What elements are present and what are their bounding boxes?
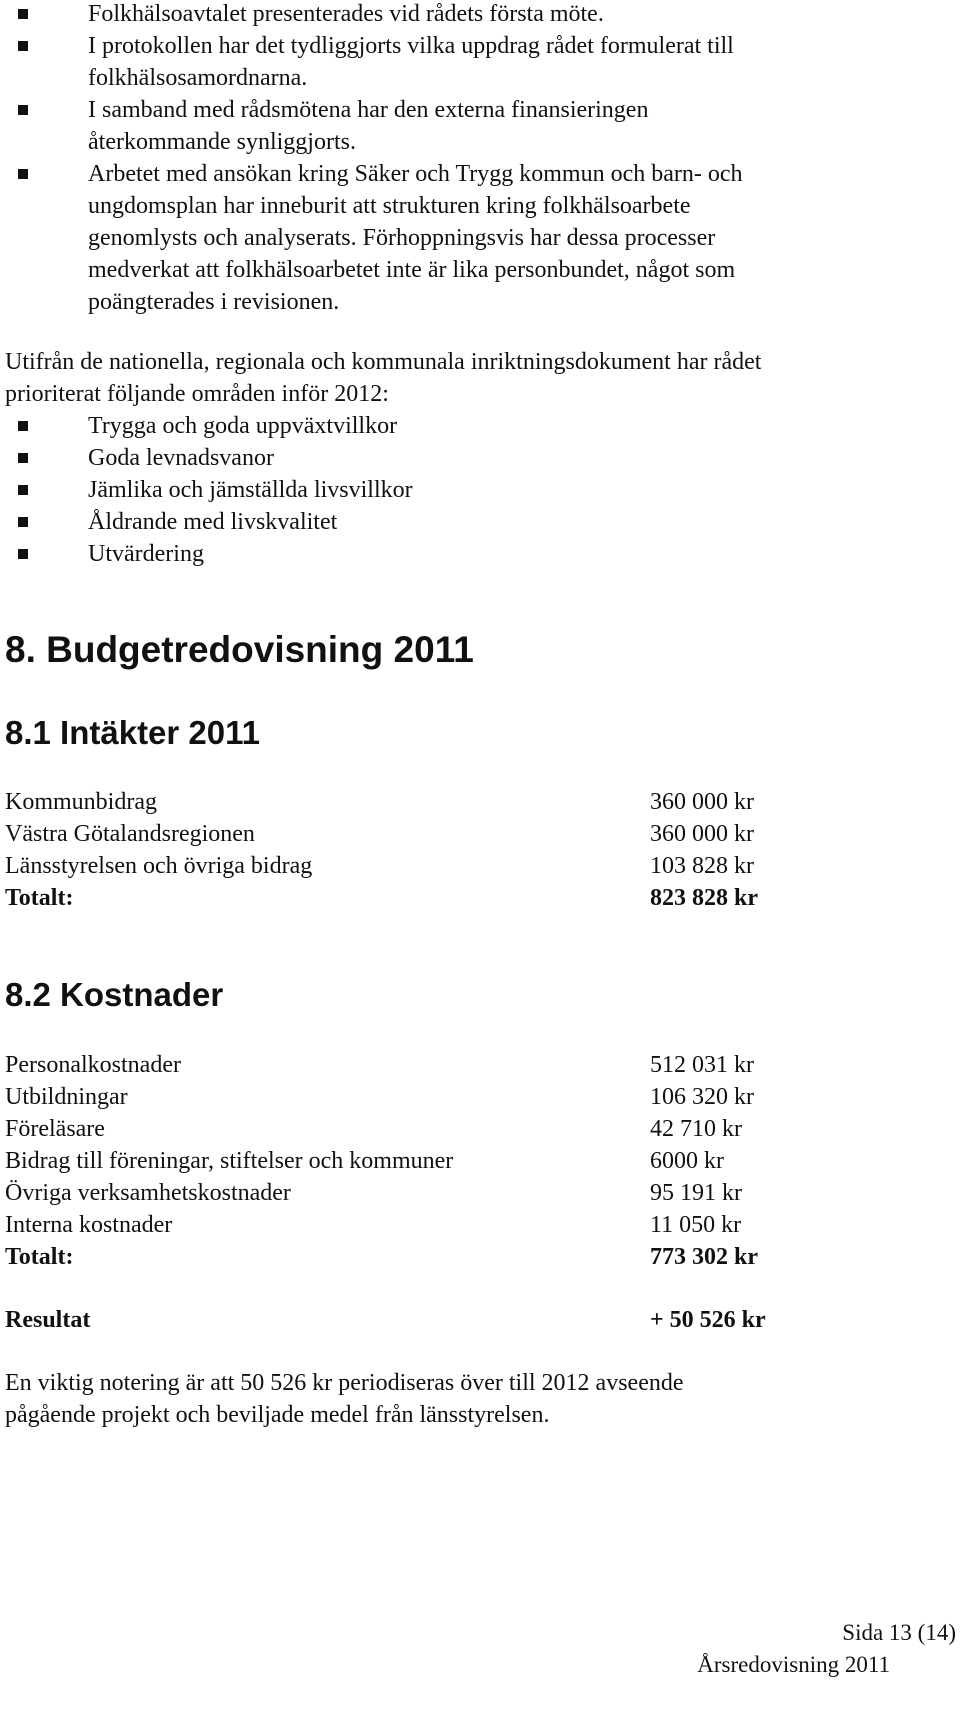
cost-value: 106 320 kr [650, 1084, 754, 1110]
intro-line: Utifrån de nationella, regionala och kommunala inriktningsdokument har rådet [5, 349, 762, 375]
income-label: Länsstyrelsen och övriga bidrag [5, 853, 313, 879]
income-value: 360 000 kr [650, 789, 754, 815]
bullet-line: Arbetet med ansökan kring Säker och Trygg kommun och barn- och [88, 161, 743, 187]
result-label: Resultat [5, 1307, 91, 1333]
bullet-icon [18, 105, 28, 115]
priority-area-item: Utvärdering [88, 541, 204, 567]
priority-area-item: Goda levnadsvanor [88, 445, 274, 471]
cost-value: 11 050 kr [650, 1212, 742, 1238]
bullet-line: I protokollen har det tydliggjorts vilka uppdrag rådet formulerat till [88, 33, 734, 59]
intro-line: prioriterat följande områden inför 2012: [5, 381, 389, 407]
bullet-line: Folkhälsoavtalet presenterades vid rådets första möte. [88, 1, 604, 27]
income-title: 8.1 Intäkter 2011 [5, 714, 261, 751]
bullet-icon [18, 9, 28, 19]
result-value: + 50 526 kr [650, 1307, 766, 1333]
income-total-label: Totalt: [5, 885, 74, 911]
priority-area-item: Trygga och goda uppväxtvillkor [88, 413, 398, 439]
bullet-icon [18, 421, 28, 431]
income-label: Västra Götalandsregionen [5, 821, 255, 847]
page-number: Sida 13 (14) [842, 1620, 956, 1645]
bullet-icon [18, 517, 28, 527]
bullet-line: poängterades i revisionen. [88, 289, 340, 315]
bullet-line: medverkat att folkhälsoarbetet inte är lika personbundet, något som [88, 257, 736, 283]
cost-label: Övriga verksamhetskostnader [5, 1180, 291, 1206]
cost-label: Bidrag till föreningar, stiftelser och kommuner [5, 1148, 454, 1174]
income-label: Kommunbidrag [5, 789, 157, 815]
income-value: 360 000 kr [650, 821, 754, 847]
bullet-icon [18, 169, 28, 179]
costs-total-value: 773 302 kr [650, 1244, 758, 1270]
cost-label: Föreläsare [5, 1116, 105, 1142]
bullet-icon [18, 453, 28, 463]
section-title: 8. Budgetredovisning 2011 [5, 629, 474, 670]
cost-value: 95 191 kr [650, 1180, 742, 1206]
bullet-line: folkhälsosamordnarna. [88, 65, 308, 91]
cost-value: 6000 kr [650, 1148, 724, 1174]
priority-area-item: Åldrande med livskvalitet [88, 509, 338, 535]
note-line: pågående projekt och beviljade medel från länsstyrelsen. [5, 1402, 550, 1428]
cost-label: Utbildningar [5, 1084, 128, 1110]
bullet-line: återkommande synliggjorts. [88, 129, 356, 155]
bullet-icon [18, 41, 28, 51]
bullet-icon [18, 485, 28, 495]
bullet-line: I samband med rådsmötena har den externa finansieringen [88, 97, 649, 123]
bullet-icon [18, 549, 28, 559]
bullet-line: ungdomsplan har inneburit att strukturen kring folkhälsoarbete [88, 193, 691, 219]
costs-title: 8.2 Kostnader [5, 976, 224, 1013]
cost-label: Interna kostnader [5, 1212, 173, 1238]
income-value: 103 828 kr [650, 853, 754, 879]
note-line: En viktig notering är att 50 526 kr periodiseras över till 2012 avseende [5, 1370, 684, 1396]
costs-total-label: Totalt: [5, 1244, 74, 1270]
cost-label: Personalkostnader [5, 1052, 181, 1078]
cost-value: 512 031 kr [650, 1052, 754, 1078]
income-total-value: 823 828 kr [650, 885, 758, 911]
bullet-line: genomlysts och analyserats. Förhoppningsvis har dessa processer [88, 225, 716, 251]
footer-doc-title: Årsredovisning 2011 [697, 1652, 890, 1677]
cost-value: 42 710 kr [650, 1116, 742, 1142]
priority-area-item: Jämlika och jämställda livsvillkor [88, 477, 413, 503]
